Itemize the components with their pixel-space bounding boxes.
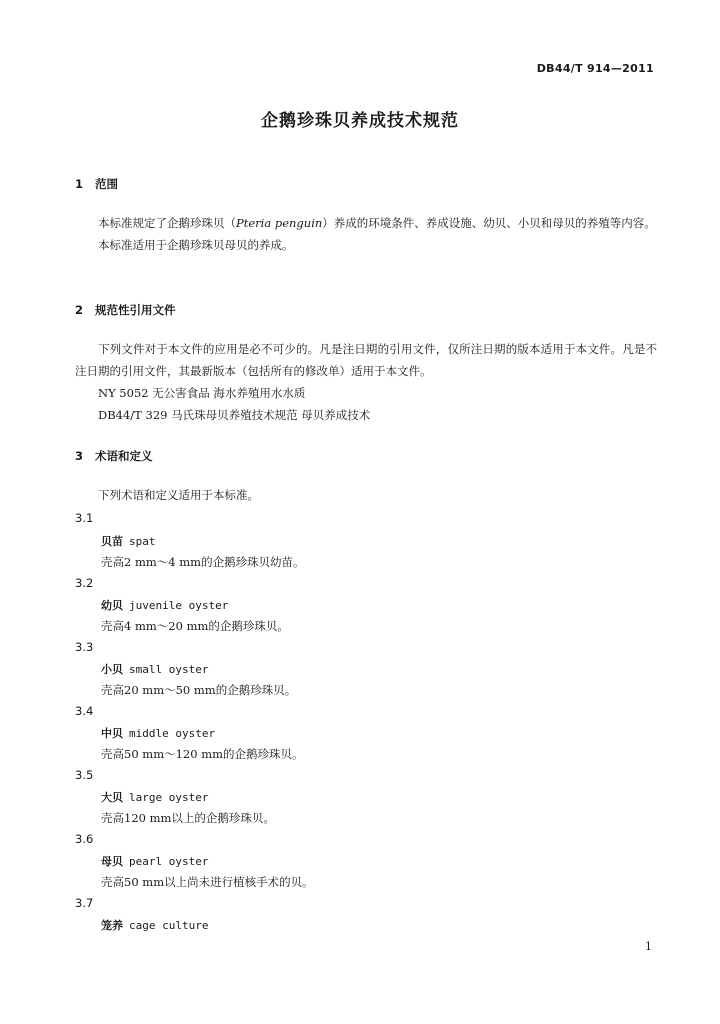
reference-item: DB44/T 329 马氏珠母贝养殖技术规范 母贝养成技术 (98, 408, 371, 422)
term-definition: 壳高50 mm～120 mm的企鹅珍珠贝。 (101, 747, 304, 761)
latin-species-name: Pteria penguin (236, 216, 323, 230)
scope-paragraph-1: 本标准规定了企鹅珍珠贝（Pteria penguin）养成的环境条件、养成设施、幼贝、小贝和母贝的养殖等内容。 (98, 216, 656, 230)
term-definition: 壳高120 mm以上的企鹅珍珠贝。 (101, 811, 275, 825)
section-number: 3 (75, 449, 84, 463)
term-number: 3.2 (75, 576, 94, 590)
term-number: 3.3 (75, 640, 94, 654)
term-definition: 壳高20 mm～50 mm的企鹅珍珠贝。 (101, 683, 297, 697)
term-name: 笼养 cage culture (101, 919, 209, 932)
section-2-body (75, 338, 657, 426)
section-number: 1 (75, 177, 84, 191)
section-number: 2 (75, 303, 84, 317)
section-3-intro: 下列术语和定义适用于本标准。 (98, 488, 259, 502)
term-number: 3.6 (75, 832, 94, 846)
term-name: 小贝 small oyster (101, 663, 209, 676)
term-number: 3.7 (75, 896, 94, 910)
page-number: 1 (645, 940, 652, 953)
document-code: DB44/T 914—2011 (536, 62, 654, 75)
section-1-heading (75, 176, 118, 192)
reference-item: NY 5052 无公害食品 海水养殖用水水质 (98, 386, 306, 400)
term-definition: 壳高4 mm～20 mm的企鹅珍珠贝。 (101, 619, 289, 633)
section-1-body (75, 212, 657, 256)
section-2-heading (75, 302, 176, 318)
section-title: 术语和定义 (95, 449, 153, 463)
term-definition: 壳高2 mm～4 mm的企鹅珍珠贝幼苗。 (101, 555, 305, 569)
term-name: 大贝 large oyster (101, 791, 209, 804)
section-title: 规范性引用文件 (95, 303, 176, 317)
term-number: 3.1 (75, 511, 94, 525)
term-definition: 壳高50 mm以上尚未进行植核手术的贝。 (101, 875, 314, 889)
term-number: 3.4 (75, 704, 94, 718)
section-title: 范围 (95, 177, 118, 191)
scope-paragraph-2: 本标准适用于企鹅珍珠贝母贝的养成。 (98, 238, 294, 252)
section-3-heading (75, 448, 153, 464)
document-title: 企鹅珍珠贝养成技术规范 (261, 111, 459, 131)
references-paragraph: 下列文件对于本文件的应用是必不可少的。凡是注日期的引用文件，仅所注日期的版本适用于本文件。凡是不注日期的引用文件，其最新版本（包括所有的修改单）适用于本文件。 (75, 342, 657, 378)
term-number: 3.5 (75, 768, 94, 782)
term-name: 中贝 middle oyster (101, 727, 216, 740)
term-name: 贝苗 spat (101, 535, 156, 548)
term-name: 母贝 pearl oyster (101, 855, 209, 868)
term-name: 幼贝 juvenile oyster (101, 599, 229, 612)
